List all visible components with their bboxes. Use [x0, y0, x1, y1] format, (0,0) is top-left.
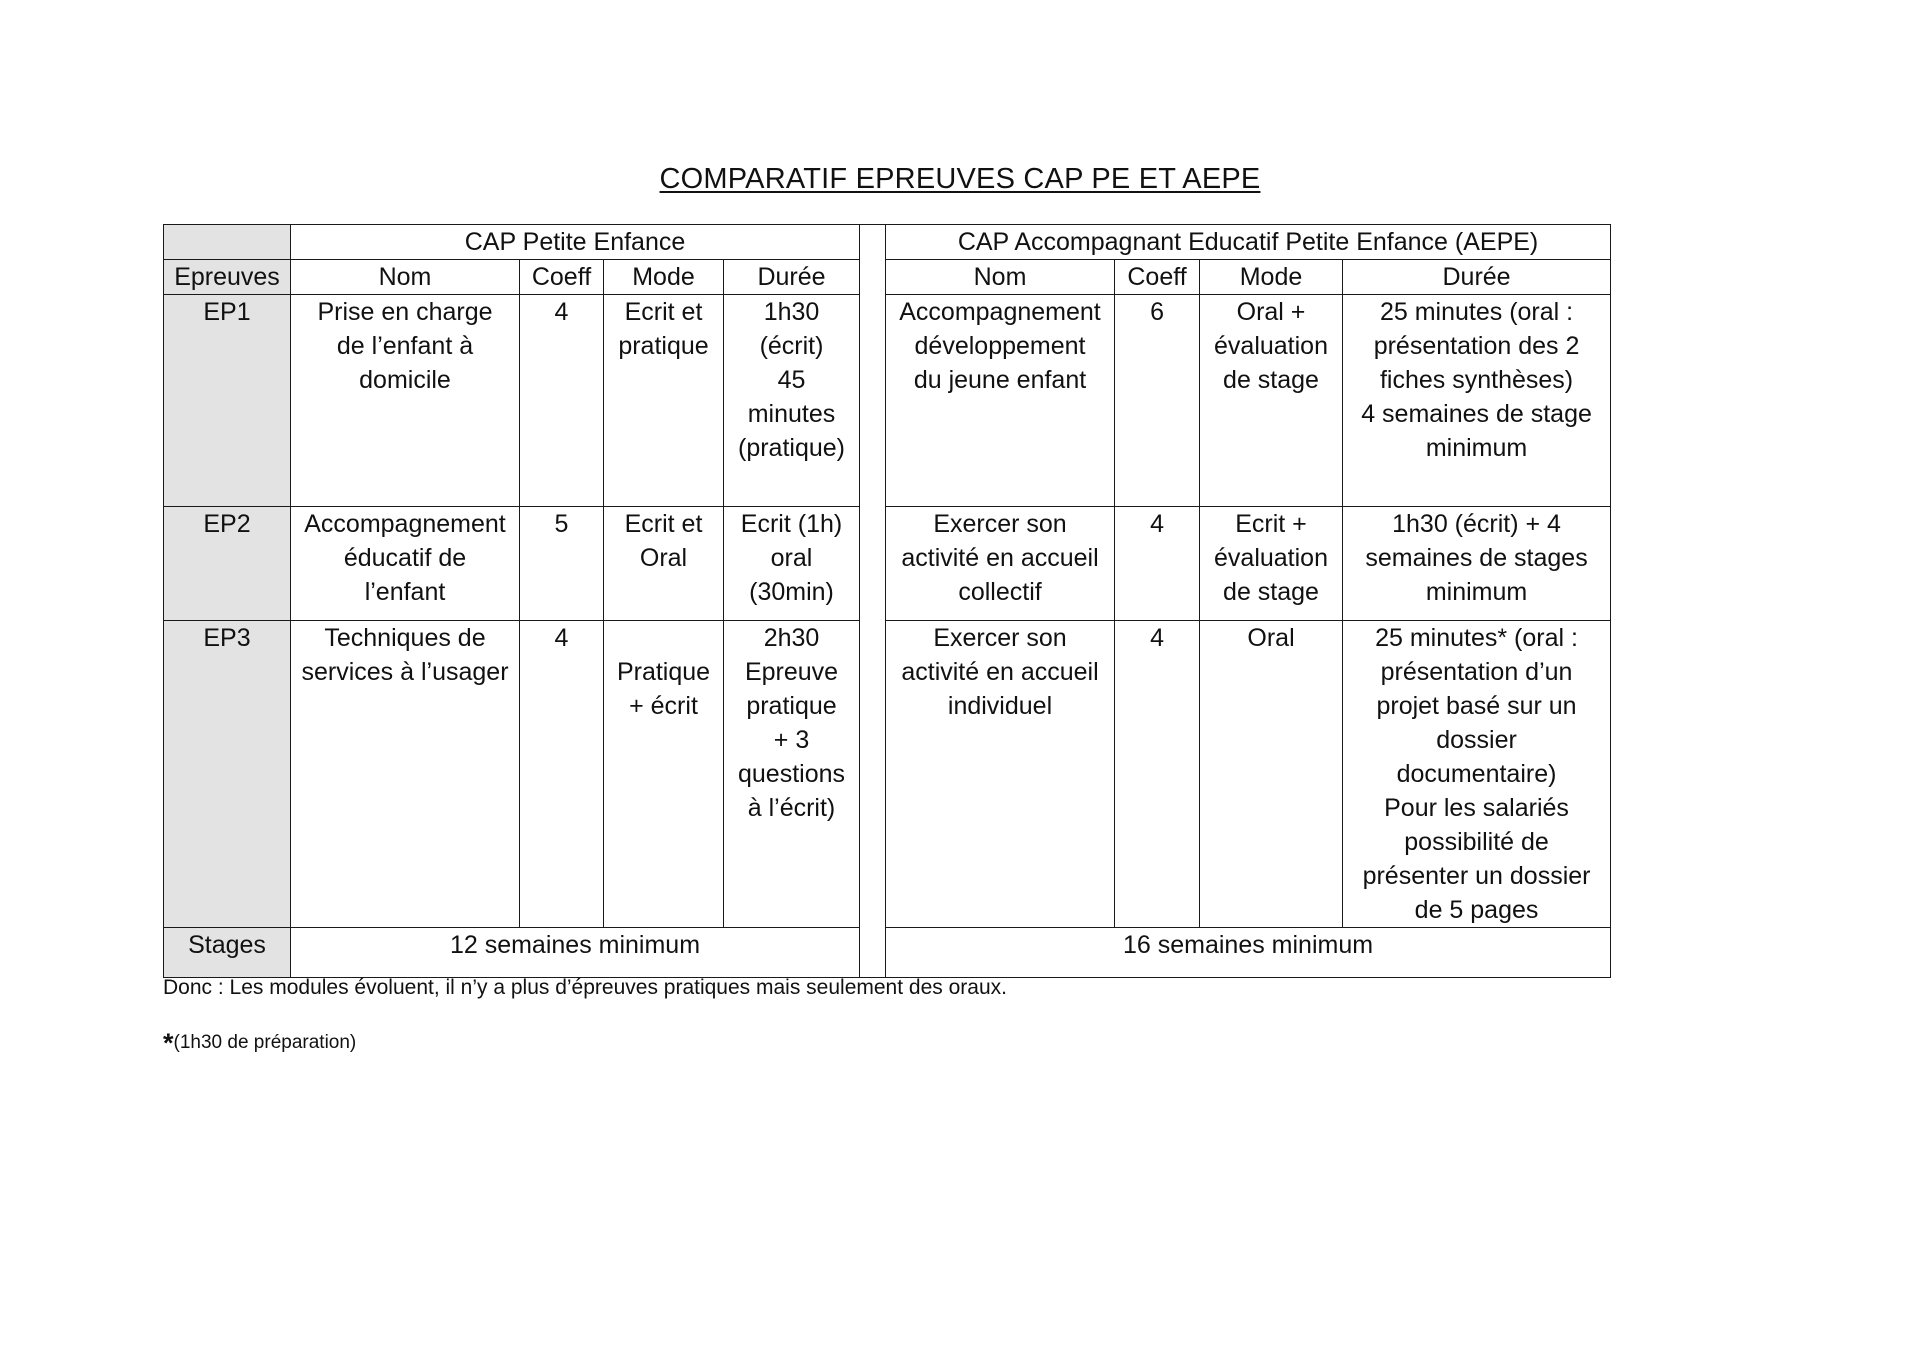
table-row-stages: [164, 928, 1611, 978]
aepe-coeff-cell: 4: [1115, 507, 1200, 621]
aepe-nom-cell: Accompagnement développement du jeune enfant: [886, 295, 1115, 507]
cap-pe-stages-cell: 12 semaines minimum: [291, 928, 860, 978]
comparison-table: [163, 224, 1611, 978]
aepe-duree-cell: 25 minutes* (oral : présentation d’un projet basé sur un dossier documentaire) Pour les salariés possibilité de présenter un dossier de 5 pages: [1343, 621, 1611, 928]
group-header-row: [164, 225, 1611, 260]
aepe-stages-cell: 16 semaines minimum: [886, 928, 1611, 978]
table-row-ep3: [164, 621, 1611, 928]
column-header-row: [164, 260, 1611, 295]
aepe-duree-cell: 25 minutes (oral : présentation des 2 fiches synthèses) 4 semaines de stage minimum: [1343, 295, 1611, 507]
aepe-coeff-cell: 4: [1115, 621, 1200, 928]
aepe-mode-cell: Ecrit + évaluation de stage: [1200, 507, 1343, 621]
aepe-nom-cell: Exercer son activité en accueil individuel: [886, 621, 1115, 928]
cap-pe-coeff-cell: 4: [520, 295, 604, 507]
corner-cell: [164, 225, 291, 260]
footnote-text: (1h30 de préparation): [173, 1032, 357, 1053]
cap-pe-group-header: CAP Petite Enfance: [291, 225, 860, 260]
cap-pe-duree-cell: 1h30 (écrit) 45 minutes (pratique): [724, 295, 860, 507]
cap-pe-mode-cell: Ecrit et Oral: [604, 507, 724, 621]
cap-pe-nom-cell: Accompagnement éducatif de l’enfant: [291, 507, 520, 621]
aepe-coeff-cell: 6: [1115, 295, 1200, 507]
cap-pe-mode-cell: Ecrit et pratique: [604, 295, 724, 507]
table-row-ep1: [164, 295, 1611, 507]
aepe-duree-cell: 1h30 (écrit) + 4 semaines de stages minimum: [1343, 507, 1611, 621]
aepe-mode-cell: Oral: [1200, 621, 1343, 928]
cap-pe-nom-header: Nom: [291, 260, 520, 295]
cap-pe-duree-cell: 2h30 Epreuve pratique + 3 questions à l’écrit): [724, 621, 860, 928]
aepe-nom-header: Nom: [886, 260, 1115, 295]
epreuves-header: Epreuves: [164, 260, 291, 295]
cap-pe-coeff-cell: 4: [520, 621, 604, 928]
aepe-group-header: CAP Accompagnant Educatif Petite Enfance (AEPE): [886, 225, 1611, 260]
table-row-ep2: [164, 507, 1611, 621]
aepe-duree-header: Durée: [1343, 260, 1611, 295]
column-separator: [860, 225, 886, 978]
epreuve-label: EP2: [164, 507, 291, 621]
cap-pe-mode-cell: Pratique + écrit: [604, 621, 724, 928]
stages-label: Stages: [164, 928, 291, 978]
aepe-coeff-header: Coeff: [1115, 260, 1200, 295]
aepe-mode-cell: Oral + évaluation de stage: [1200, 295, 1343, 507]
cap-pe-duree-header: Durée: [724, 260, 860, 295]
cap-pe-nom-cell: Prise en charge de l’enfant à domicile: [291, 295, 520, 507]
cap-pe-duree-cell: Ecrit (1h) oral (30min): [724, 507, 860, 621]
footnote: [163, 1028, 356, 1059]
aepe-mode-header: Mode: [1200, 260, 1343, 295]
footnote-asterisk: *: [163, 1028, 174, 1058]
conclusion-note: Donc : Les modules évoluent, il n’y a plus d’épreuves pratiques mais seulement des oraux.: [163, 976, 1007, 999]
cap-pe-mode-header: Mode: [604, 260, 724, 295]
cap-pe-nom-cell: Techniques de services à l’usager: [291, 621, 520, 928]
aepe-nom-cell: Exercer son activité en accueil collectif: [886, 507, 1115, 621]
cap-pe-coeff-cell: 5: [520, 507, 604, 621]
cap-pe-coeff-header: Coeff: [520, 260, 604, 295]
epreuve-label: EP3: [164, 621, 291, 928]
epreuve-label: EP1: [164, 295, 291, 507]
page-title: COMPARATIF EPREUVES CAP PE ET AEPE: [659, 163, 1261, 195]
